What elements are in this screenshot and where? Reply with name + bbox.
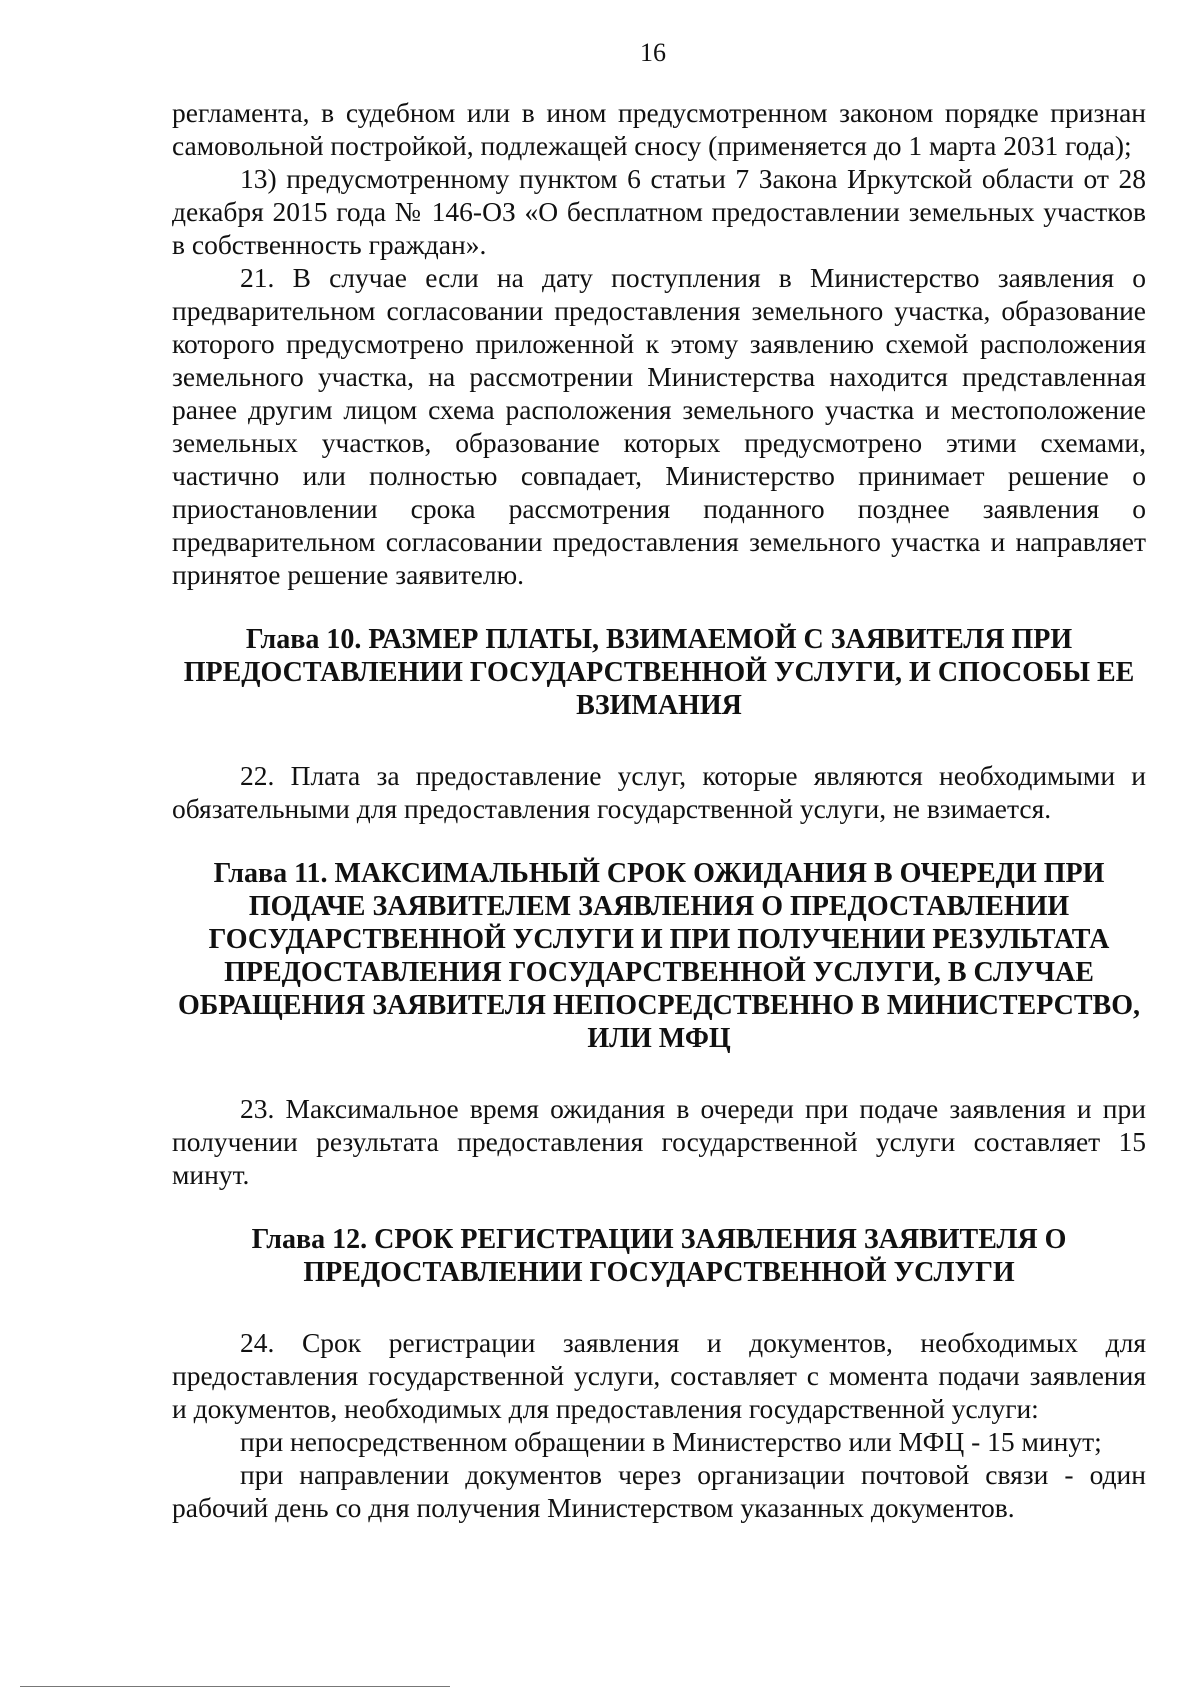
paragraph-24: 24. Срок регистрации заявления и документов, необходимых для предоставления государственной услуги, составляет с момента подачи заявления и документов, необходимых для предоставления государственной услуги: xyxy=(172,1327,1146,1424)
paragraph-24-direct: при непосредственном обращении в Министерство или МФЦ - 15 минут; xyxy=(240,1426,1102,1457)
page-number: 16 xyxy=(640,38,666,67)
bottom-divider xyxy=(20,1686,450,1687)
chapter-12-heading: Глава 12. СРОК РЕГИСТРАЦИИ ЗАЯВЛЕНИЯ ЗАЯВИТЕЛЯ О ПРЕДОСТАВЛЕНИИ ГОСУДАРСТВЕННОЙ УСЛУГИ xyxy=(251,1224,1067,1288)
paragraph-continuation: регламента, в судебном или в ином предусмотренном законом порядке признан самовольной постройкой, подлежащей сносу (применяется до 1 марта 2031 года); xyxy=(172,97,1146,161)
document-body xyxy=(172,96,1146,1524)
paragraph-22: 22. Плата за предоставление услуг, которые являются необходимыми и обязательными для предоставления государственной услуги, не взимается. xyxy=(172,760,1146,824)
paragraph-23: 23. Максимальное время ожидания в очереди при подаче заявления и при получении результата предоставления государственной услуги составляет 15 минут. xyxy=(172,1093,1146,1190)
chapter-10-heading: Глава 10. РАЗМЕР ПЛАТЫ, ВЗИМАЕМОЙ С ЗАЯВИТЕЛЯ ПРИ ПРЕДОСТАВЛЕНИИ ГОСУДАРСТВЕННОЙ УСЛУГИ, И СПОСОБЫ ЕЕ ВЗИМАНИЯ xyxy=(183,624,1135,721)
paragraph-21: 21. В случае если на дату поступления в Министерство заявления о предварительном согласовании предоставления земельного участка, образование которого предусмотрено приложенной к этому заявлению схемой расположения земельного участка, на рассмотрении Министерства находится представленная ранее другим лицом схема расположения земельного участка и местоположение земельных участков, образование которых предусмотрено этими схемами, частично или полностью совпадает, Министерство принимает решение о приостановлении срока рассмотрения поданного позднее заявления о предварительном согласовании предоставления земельного участка и направляет принятое решение заявителю. xyxy=(172,262,1146,590)
chapter-11-heading: Глава 11. МАКСИМАЛЬНЫЙ СРОК ОЖИДАНИЯ В ОЧЕРЕДИ ПРИ ПОДАЧЕ ЗАЯВИТЕЛЕМ ЗАЯВЛЕНИЯ О ПРЕДОСТАВЛЕНИИ ГОСУДАРСТВЕННОЙ УСЛУГИ И ПРИ ПОЛУЧЕНИИ РЕЗУЛЬТАТА ПРЕДОСТАВЛЕНИЯ ГОСУДАРСТВЕННОЙ УСЛУГИ, В СЛУЧАЕ ОБРАЩЕНИЯ ЗАЯВИТЕЛЯ НЕПОСРЕДСТВЕННО В МИНИСТЕРСТВО, ИЛИ МФЦ xyxy=(178,858,1140,1054)
paragraph-24-postal: при направлении документов через организации почтовой связи - один рабочий день со дня получения Министерством указанных документов. xyxy=(172,1459,1146,1523)
paragraph-item-13: 13) предусмотренному пунктом 6 статьи 7 Закона Иркутской области от 28 декабря 2015 года № 146-ОЗ «О бесплатном предоставлении земельных участков в собственность граждан». xyxy=(172,163,1146,260)
